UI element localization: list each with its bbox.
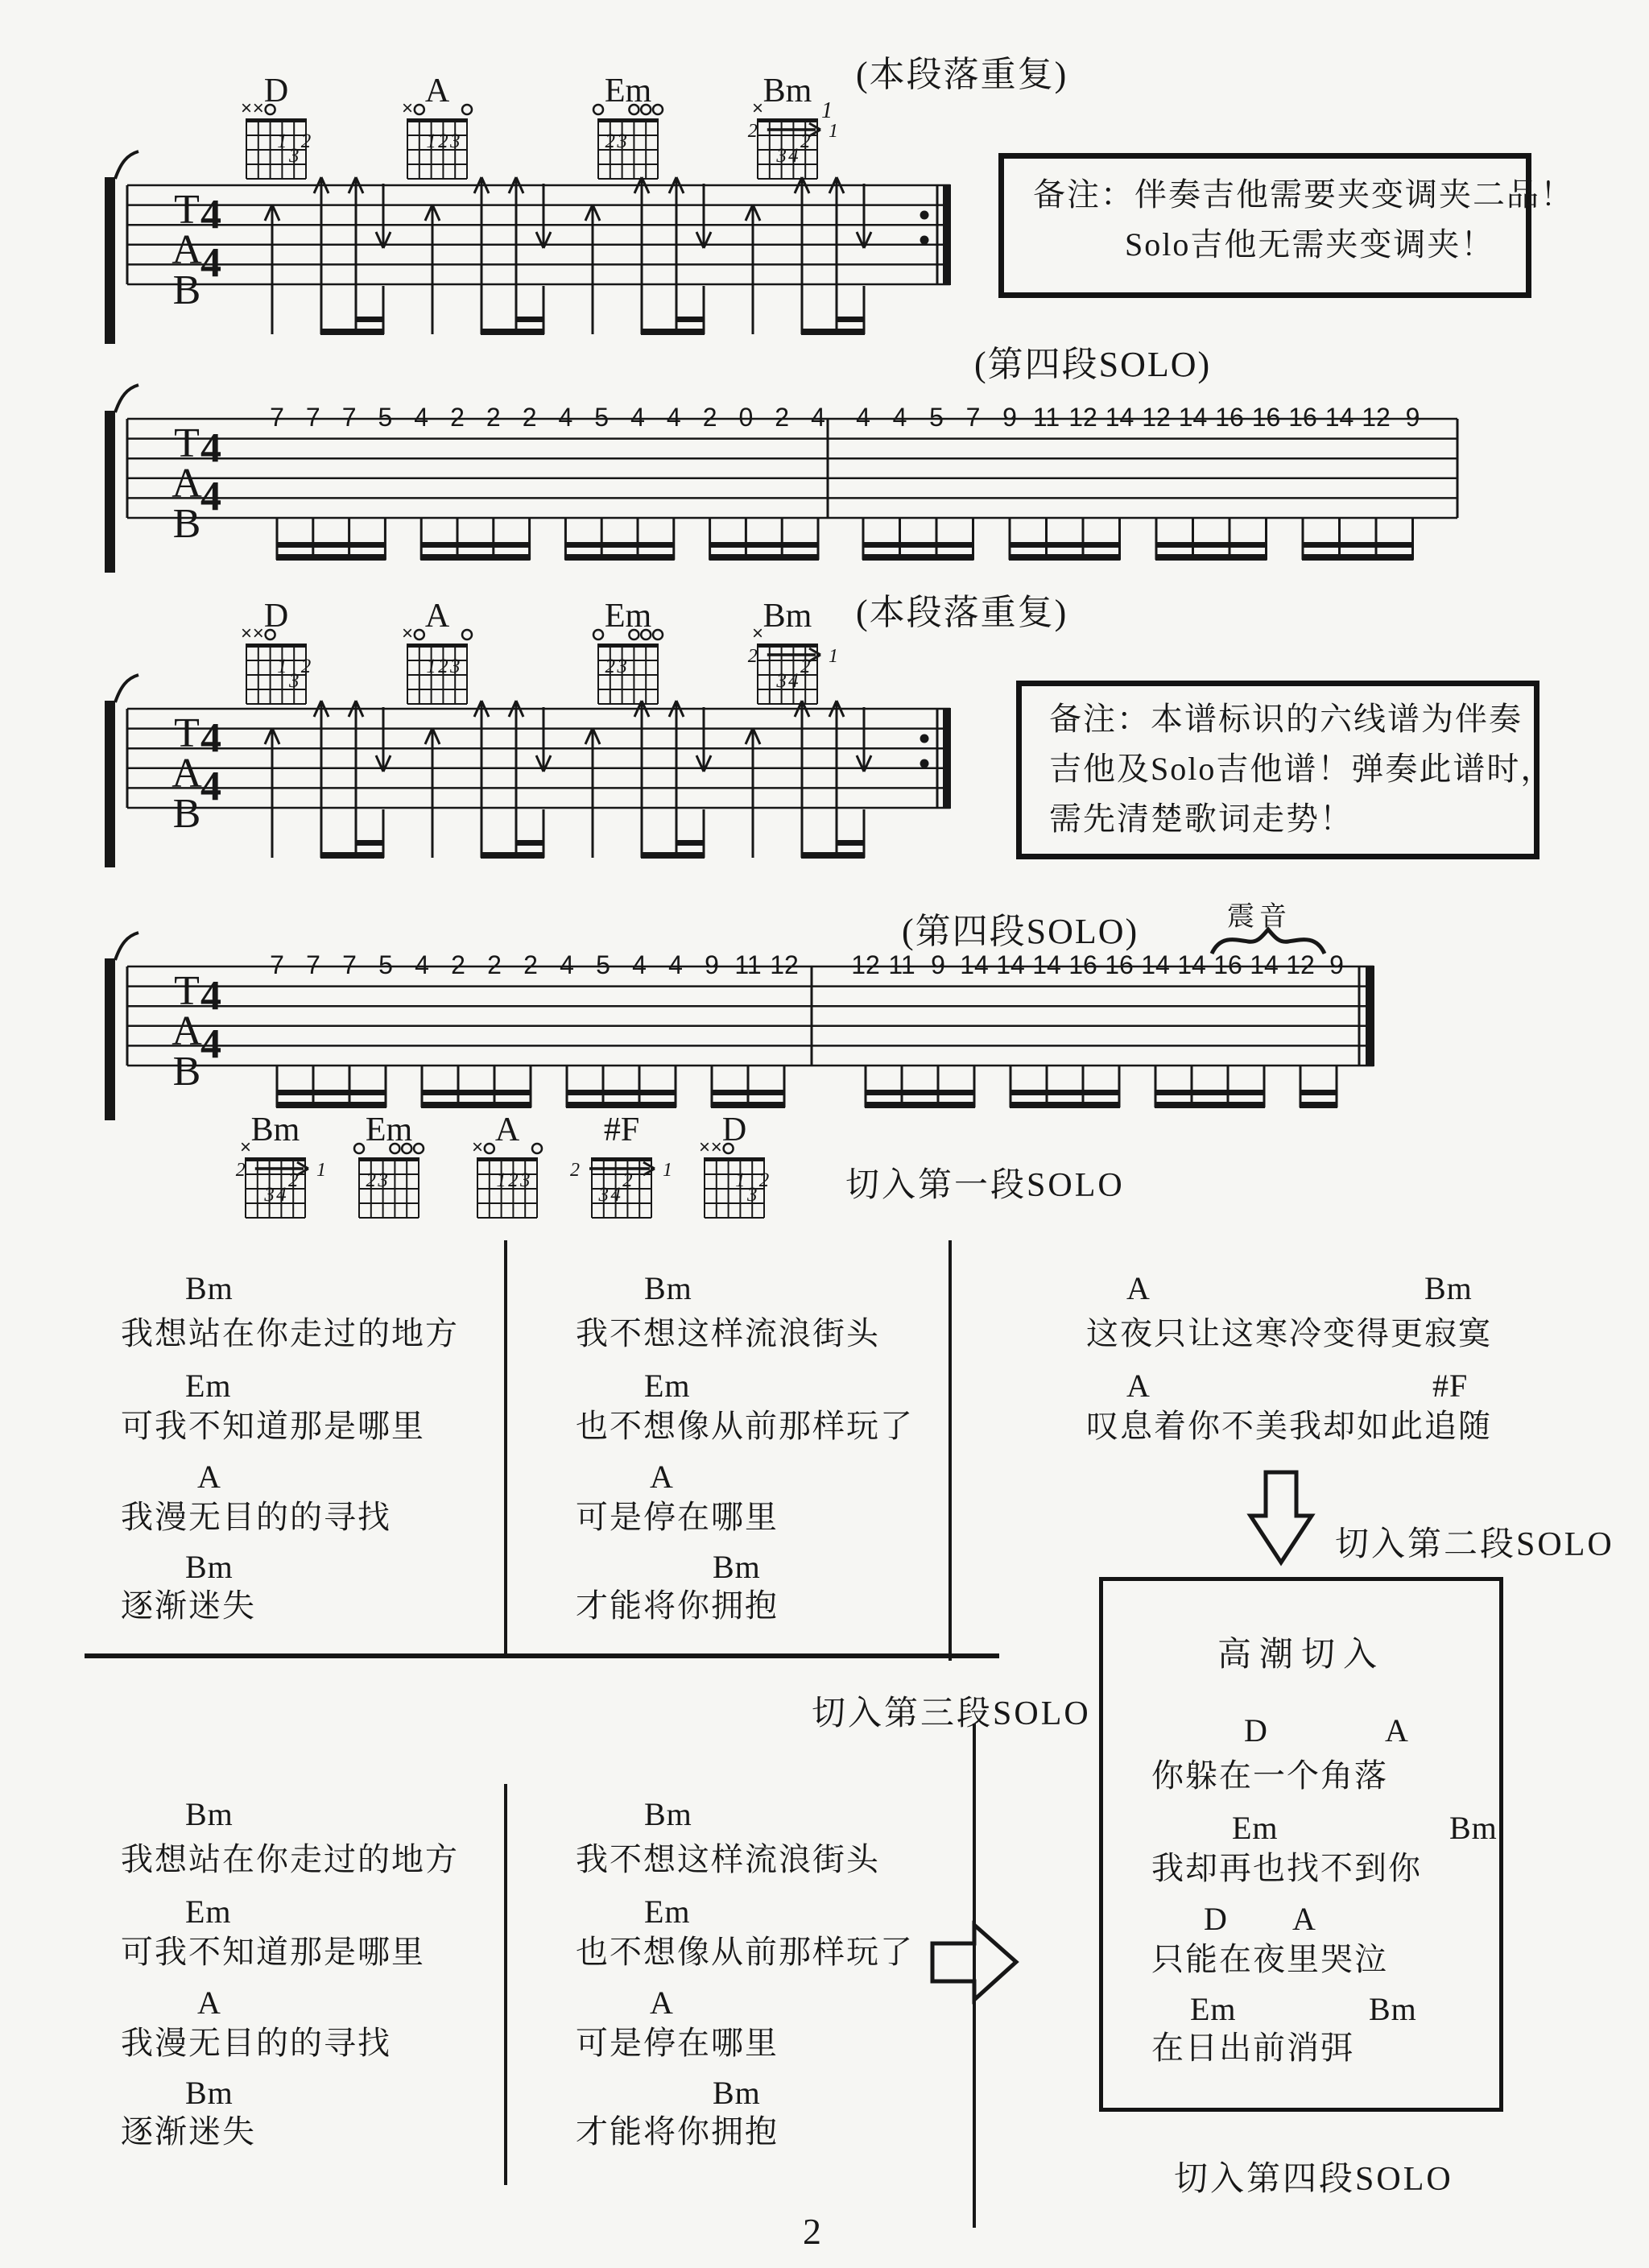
chord-symbol: #F bbox=[1432, 1368, 1469, 1404]
chorus-lyric-line: 在日出前消弭 bbox=[1151, 2030, 1354, 2066]
svg-text:A: A bbox=[172, 751, 202, 797]
svg-text:12: 12 bbox=[1362, 403, 1391, 432]
svg-text:16: 16 bbox=[1288, 403, 1317, 432]
cut-solo1-label: 切入第一段SOLO bbox=[845, 1167, 1125, 1204]
chord-symbol: Em bbox=[185, 1893, 232, 1930]
lyrics-verse2-bottom bbox=[576, 1795, 938, 2174]
chord-symbol: Bm bbox=[713, 2075, 761, 2111]
svg-text:2: 2 bbox=[747, 646, 758, 667]
svg-text:T: T bbox=[174, 710, 200, 756]
svg-text:5: 5 bbox=[594, 403, 610, 432]
svg-text:5: 5 bbox=[378, 403, 393, 432]
cut-solo2-label: 切入第二段SOLO bbox=[1335, 1526, 1614, 1563]
note-box-1-line: Solo吉他无需夹变调夹！ bbox=[1125, 226, 1495, 263]
svg-text:T: T bbox=[174, 420, 200, 466]
svg-text:2: 2 bbox=[775, 403, 790, 432]
chord-name: #F bbox=[603, 1111, 640, 1148]
chord-name: A bbox=[494, 1111, 520, 1148]
svg-text:7: 7 bbox=[305, 403, 320, 432]
svg-text:2: 2 bbox=[800, 656, 811, 677]
svg-text:2: 2 bbox=[300, 656, 312, 677]
svg-text:4: 4 bbox=[666, 403, 681, 432]
chord-symbol: A bbox=[197, 1459, 221, 1495]
svg-text:12: 12 bbox=[1286, 950, 1315, 979]
lyric-line: 我不想这样流浪街头 bbox=[576, 1315, 880, 1351]
svg-text:2: 2 bbox=[758, 1169, 770, 1191]
chord-name: D bbox=[263, 598, 289, 635]
note-box-1 bbox=[998, 153, 1574, 298]
svg-text:4: 4 bbox=[610, 1184, 621, 1206]
svg-text:3: 3 bbox=[776, 670, 787, 692]
svg-text:B: B bbox=[172, 1049, 201, 1095]
cut-solo3-label: 切入第三段SOLO bbox=[812, 1695, 1091, 1732]
svg-text:3: 3 bbox=[449, 656, 461, 677]
svg-text:×: × bbox=[252, 97, 264, 119]
lyric-line: 也不想像从前那样玩了 bbox=[576, 1408, 914, 1444]
chorus-title: 高潮切入 bbox=[1217, 1637, 1385, 1674]
svg-text:3: 3 bbox=[449, 130, 461, 152]
svg-text:1: 1 bbox=[426, 130, 436, 152]
svg-text:7: 7 bbox=[270, 950, 284, 979]
svg-text:1: 1 bbox=[663, 1160, 672, 1181]
svg-text:2: 2 bbox=[450, 403, 465, 432]
svg-text:2: 2 bbox=[366, 1169, 377, 1191]
lyric-line: 我想站在你走过的地方 bbox=[121, 1315, 459, 1351]
svg-text:4: 4 bbox=[856, 403, 870, 432]
svg-text:4: 4 bbox=[200, 764, 221, 809]
svg-text:×: × bbox=[240, 97, 253, 119]
svg-text:3: 3 bbox=[617, 656, 627, 677]
chord-symbol: Bm bbox=[185, 1549, 234, 1585]
lyric-line: 我漫无目的的寻找 bbox=[121, 2025, 391, 2061]
svg-text:4: 4 bbox=[200, 1021, 221, 1067]
chord-symbol: A bbox=[197, 1984, 221, 2021]
lyric-line: 也不想像从前那样玩了 bbox=[576, 1934, 914, 1970]
chord-symbol: Bm bbox=[1449, 1810, 1498, 1846]
svg-text:0: 0 bbox=[738, 403, 754, 432]
svg-text:4: 4 bbox=[200, 425, 221, 471]
chord-name: Em bbox=[365, 1111, 413, 1148]
lyrics-verse2-top bbox=[576, 1269, 938, 1648]
svg-text:A: A bbox=[172, 1008, 202, 1054]
svg-text:9: 9 bbox=[1329, 950, 1344, 979]
svg-text:×: × bbox=[751, 623, 764, 644]
svg-text:11: 11 bbox=[1032, 403, 1060, 432]
svg-text:A: A bbox=[172, 461, 202, 507]
chord-name: Em bbox=[604, 72, 652, 110]
lyric-line: 才能将你拥抱 bbox=[576, 1587, 779, 1624]
repeat-section-label-1: (本段落重复) bbox=[856, 55, 1068, 94]
svg-text:T: T bbox=[174, 187, 200, 233]
svg-text:12: 12 bbox=[770, 950, 799, 979]
chord-symbol: Bm bbox=[185, 1270, 234, 1306]
svg-text:4: 4 bbox=[200, 192, 221, 238]
note-box-2-line: 备注：本谱标识的六线谱为伴奏 bbox=[1049, 701, 1523, 737]
svg-text:16: 16 bbox=[1105, 950, 1134, 979]
svg-text:2: 2 bbox=[522, 403, 537, 432]
svg-text:1: 1 bbox=[829, 121, 838, 142]
chord-symbol: D bbox=[1244, 1712, 1268, 1749]
note-box-2 bbox=[1016, 681, 1555, 859]
chord-symbol: Bm bbox=[713, 1549, 761, 1585]
chord-symbol: A bbox=[650, 1984, 674, 2021]
volta-number: 1 bbox=[821, 98, 833, 123]
lyric-line: 这夜只让这寒冷变得更寂寞 bbox=[1086, 1315, 1492, 1351]
svg-text:14: 14 bbox=[996, 950, 1025, 979]
svg-text:4: 4 bbox=[200, 474, 221, 519]
svg-text:3: 3 bbox=[776, 145, 787, 167]
svg-text:2: 2 bbox=[486, 403, 501, 432]
note-box-2-line: 需先清楚歌词走势！ bbox=[1049, 801, 1354, 837]
svg-text:×: × bbox=[698, 1136, 711, 1158]
svg-text:×: × bbox=[252, 623, 264, 644]
svg-text:1: 1 bbox=[426, 656, 436, 677]
chorus-lyric-line: 只能在夜里哭泣 bbox=[1151, 1941, 1388, 1977]
chord-symbol: A bbox=[1126, 1368, 1151, 1404]
lyric-line: 我不想这样流浪街头 bbox=[576, 1841, 880, 1877]
svg-text:4: 4 bbox=[630, 403, 645, 432]
lyric-line: 可我不知道那是哪里 bbox=[121, 1934, 425, 1970]
svg-text:3: 3 bbox=[378, 1169, 388, 1191]
chord-symbol: D bbox=[1204, 1901, 1228, 1937]
svg-text:14: 14 bbox=[1177, 950, 1206, 979]
svg-text:1: 1 bbox=[277, 130, 287, 152]
solo-section-label-1: (第四段SOLO) bbox=[974, 345, 1212, 384]
svg-text:4: 4 bbox=[811, 403, 825, 432]
svg-text:2: 2 bbox=[487, 950, 502, 979]
svg-text:11: 11 bbox=[888, 950, 915, 979]
lyrics-verse1-top bbox=[121, 1269, 499, 1648]
svg-text:12: 12 bbox=[1142, 403, 1171, 432]
svg-text:×: × bbox=[710, 1136, 722, 1158]
svg-text:B: B bbox=[172, 501, 201, 547]
svg-text:×: × bbox=[751, 97, 764, 119]
lyric-line: 可是停在哪里 bbox=[576, 1499, 779, 1535]
svg-text:5: 5 bbox=[596, 950, 610, 979]
svg-text:4: 4 bbox=[788, 145, 799, 167]
svg-text:4: 4 bbox=[892, 403, 907, 432]
chord-name: D bbox=[263, 72, 289, 110]
svg-text:2: 2 bbox=[523, 950, 538, 979]
tremolo-label: 震音 bbox=[1227, 902, 1292, 932]
chord-symbol: Em bbox=[1190, 1991, 1237, 2027]
svg-text:2: 2 bbox=[287, 1169, 299, 1191]
chord-name: Bm bbox=[763, 598, 812, 635]
chord-symbol: Em bbox=[644, 1893, 691, 1930]
svg-text:4: 4 bbox=[276, 1184, 287, 1206]
svg-text:2: 2 bbox=[605, 656, 616, 677]
svg-text:2: 2 bbox=[622, 1169, 633, 1191]
svg-text:3: 3 bbox=[288, 670, 300, 692]
svg-text:9: 9 bbox=[1002, 403, 1017, 432]
svg-text:2: 2 bbox=[508, 1169, 519, 1191]
lyric-line: 可是停在哪里 bbox=[576, 2025, 779, 2061]
svg-text:4: 4 bbox=[200, 715, 221, 761]
solo-section-label-2: (第四段SOLO) bbox=[902, 912, 1139, 951]
svg-text:7: 7 bbox=[342, 950, 357, 979]
chord-symbol: Em bbox=[644, 1368, 691, 1404]
lyrics-verse3 bbox=[1086, 1269, 1601, 1463]
chord-symbol: Bm bbox=[1369, 1991, 1417, 2027]
svg-text:2: 2 bbox=[438, 656, 448, 677]
svg-text:2: 2 bbox=[451, 950, 465, 979]
svg-text:T: T bbox=[174, 968, 200, 1014]
chorus-lyric-line: 我却再也找不到你 bbox=[1151, 1850, 1422, 1886]
chord-name: D bbox=[721, 1111, 747, 1148]
svg-text:4: 4 bbox=[632, 950, 647, 979]
svg-text:×: × bbox=[401, 97, 414, 119]
lyric-line: 才能将你拥抱 bbox=[576, 2113, 779, 2150]
chord-symbol: Em bbox=[1232, 1810, 1279, 1846]
chord-symbol: Bm bbox=[644, 1796, 692, 1832]
svg-text:12: 12 bbox=[851, 950, 880, 979]
svg-text:4: 4 bbox=[414, 403, 429, 432]
svg-text:5: 5 bbox=[929, 403, 944, 432]
svg-text:16: 16 bbox=[1068, 950, 1097, 979]
svg-text:14: 14 bbox=[960, 950, 989, 979]
svg-text:14: 14 bbox=[1032, 950, 1061, 979]
svg-text:×: × bbox=[240, 623, 253, 644]
svg-text:3: 3 bbox=[288, 145, 300, 167]
svg-text:2: 2 bbox=[800, 130, 811, 152]
svg-text:14: 14 bbox=[1250, 950, 1279, 979]
svg-text:16: 16 bbox=[1215, 403, 1244, 432]
chord-symbol: A bbox=[650, 1459, 674, 1495]
svg-text:5: 5 bbox=[378, 950, 393, 979]
note-box-2-line: 吉他及Solo吉他谱！弹奏此谱时， bbox=[1049, 751, 1555, 787]
svg-text:B: B bbox=[172, 267, 201, 313]
svg-text:2: 2 bbox=[747, 121, 758, 142]
chord-symbol: Bm bbox=[644, 1270, 692, 1306]
svg-text:7: 7 bbox=[341, 403, 357, 432]
svg-text:×: × bbox=[239, 1136, 252, 1158]
svg-text:1: 1 bbox=[496, 1169, 506, 1191]
svg-text:16: 16 bbox=[1213, 950, 1242, 979]
chord-name: Em bbox=[604, 598, 652, 635]
chord-symbol: A bbox=[1385, 1712, 1409, 1749]
svg-text:14: 14 bbox=[1325, 403, 1354, 432]
lyric-line: 我想站在你走过的地方 bbox=[121, 1841, 459, 1877]
lyric-line: 逐渐迷失 bbox=[121, 2113, 256, 2150]
svg-text:14: 14 bbox=[1178, 403, 1208, 432]
svg-text:2: 2 bbox=[235, 1160, 246, 1181]
lyrics-verse1-bottom bbox=[121, 1795, 499, 2174]
chord-symbol: Bm bbox=[1424, 1270, 1473, 1306]
svg-text:9: 9 bbox=[705, 950, 719, 979]
svg-text:3: 3 bbox=[264, 1184, 275, 1206]
svg-text:14: 14 bbox=[1141, 950, 1170, 979]
svg-text:4: 4 bbox=[558, 403, 573, 432]
svg-text:1: 1 bbox=[735, 1169, 746, 1191]
chord-name: Bm bbox=[250, 1111, 300, 1148]
svg-text:2: 2 bbox=[702, 403, 717, 432]
svg-text:7: 7 bbox=[270, 403, 284, 432]
svg-text:2: 2 bbox=[570, 1160, 580, 1181]
svg-text:B: B bbox=[172, 791, 201, 837]
svg-text:3: 3 bbox=[519, 1169, 531, 1191]
svg-text:7: 7 bbox=[965, 403, 981, 432]
svg-text:7: 7 bbox=[306, 950, 320, 979]
chord-symbol: A bbox=[1126, 1270, 1151, 1306]
svg-text:4: 4 bbox=[560, 950, 574, 979]
svg-text:×: × bbox=[471, 1136, 484, 1158]
chord-symbol: Bm bbox=[185, 1796, 234, 1832]
svg-text:4: 4 bbox=[788, 670, 799, 692]
chord-symbol: Bm bbox=[185, 2075, 234, 2111]
svg-text:4: 4 bbox=[200, 240, 221, 286]
page-number: 2 bbox=[803, 2211, 821, 2252]
chorus-box bbox=[1099, 1577, 1503, 2112]
svg-text:×: × bbox=[401, 623, 414, 644]
chord-symbol: A bbox=[1292, 1901, 1316, 1937]
svg-text:9: 9 bbox=[1405, 403, 1420, 432]
svg-text:4: 4 bbox=[200, 973, 221, 1019]
svg-text:11: 11 bbox=[734, 950, 762, 979]
svg-text:1: 1 bbox=[316, 1160, 326, 1181]
chord-name: A bbox=[424, 598, 450, 635]
note-box-1-line: 备注：伴奏吉他需要夹变调夹二品！ bbox=[1033, 176, 1574, 213]
lyric-line: 可我不知道那是哪里 bbox=[121, 1408, 425, 1444]
chord-name: A bbox=[424, 72, 450, 110]
svg-text:4: 4 bbox=[415, 950, 429, 979]
svg-text:1: 1 bbox=[829, 646, 838, 667]
svg-text:3: 3 bbox=[617, 130, 627, 152]
svg-text:14: 14 bbox=[1105, 403, 1134, 432]
svg-text:16: 16 bbox=[1251, 403, 1281, 432]
svg-text:3: 3 bbox=[746, 1184, 758, 1206]
lyric-line: 叹息着你不美我却如此追随 bbox=[1086, 1408, 1492, 1444]
svg-text:12: 12 bbox=[1068, 403, 1097, 432]
svg-text:2: 2 bbox=[300, 130, 312, 152]
svg-text:3: 3 bbox=[598, 1184, 610, 1206]
lyric-line: 逐渐迷失 bbox=[121, 1587, 256, 1624]
svg-text:2: 2 bbox=[438, 130, 448, 152]
chord-name: Bm bbox=[763, 72, 812, 110]
svg-text:4: 4 bbox=[668, 950, 683, 979]
chord-symbol: Em bbox=[185, 1368, 232, 1404]
lyric-line: 我漫无目的的寻找 bbox=[121, 1499, 391, 1535]
svg-text:9: 9 bbox=[931, 950, 945, 979]
cut-solo4-label: 切入第四段SOLO bbox=[1174, 2161, 1453, 2198]
chorus-lyric-line: 你躲在一个角落 bbox=[1151, 1757, 1388, 1794]
svg-text:1: 1 bbox=[277, 656, 287, 677]
chorus-lines bbox=[1103, 1711, 1499, 2108]
svg-text:A: A bbox=[172, 227, 202, 273]
svg-text:2: 2 bbox=[605, 130, 616, 152]
repeat-section-label-2: (本段落重复) bbox=[856, 593, 1068, 632]
